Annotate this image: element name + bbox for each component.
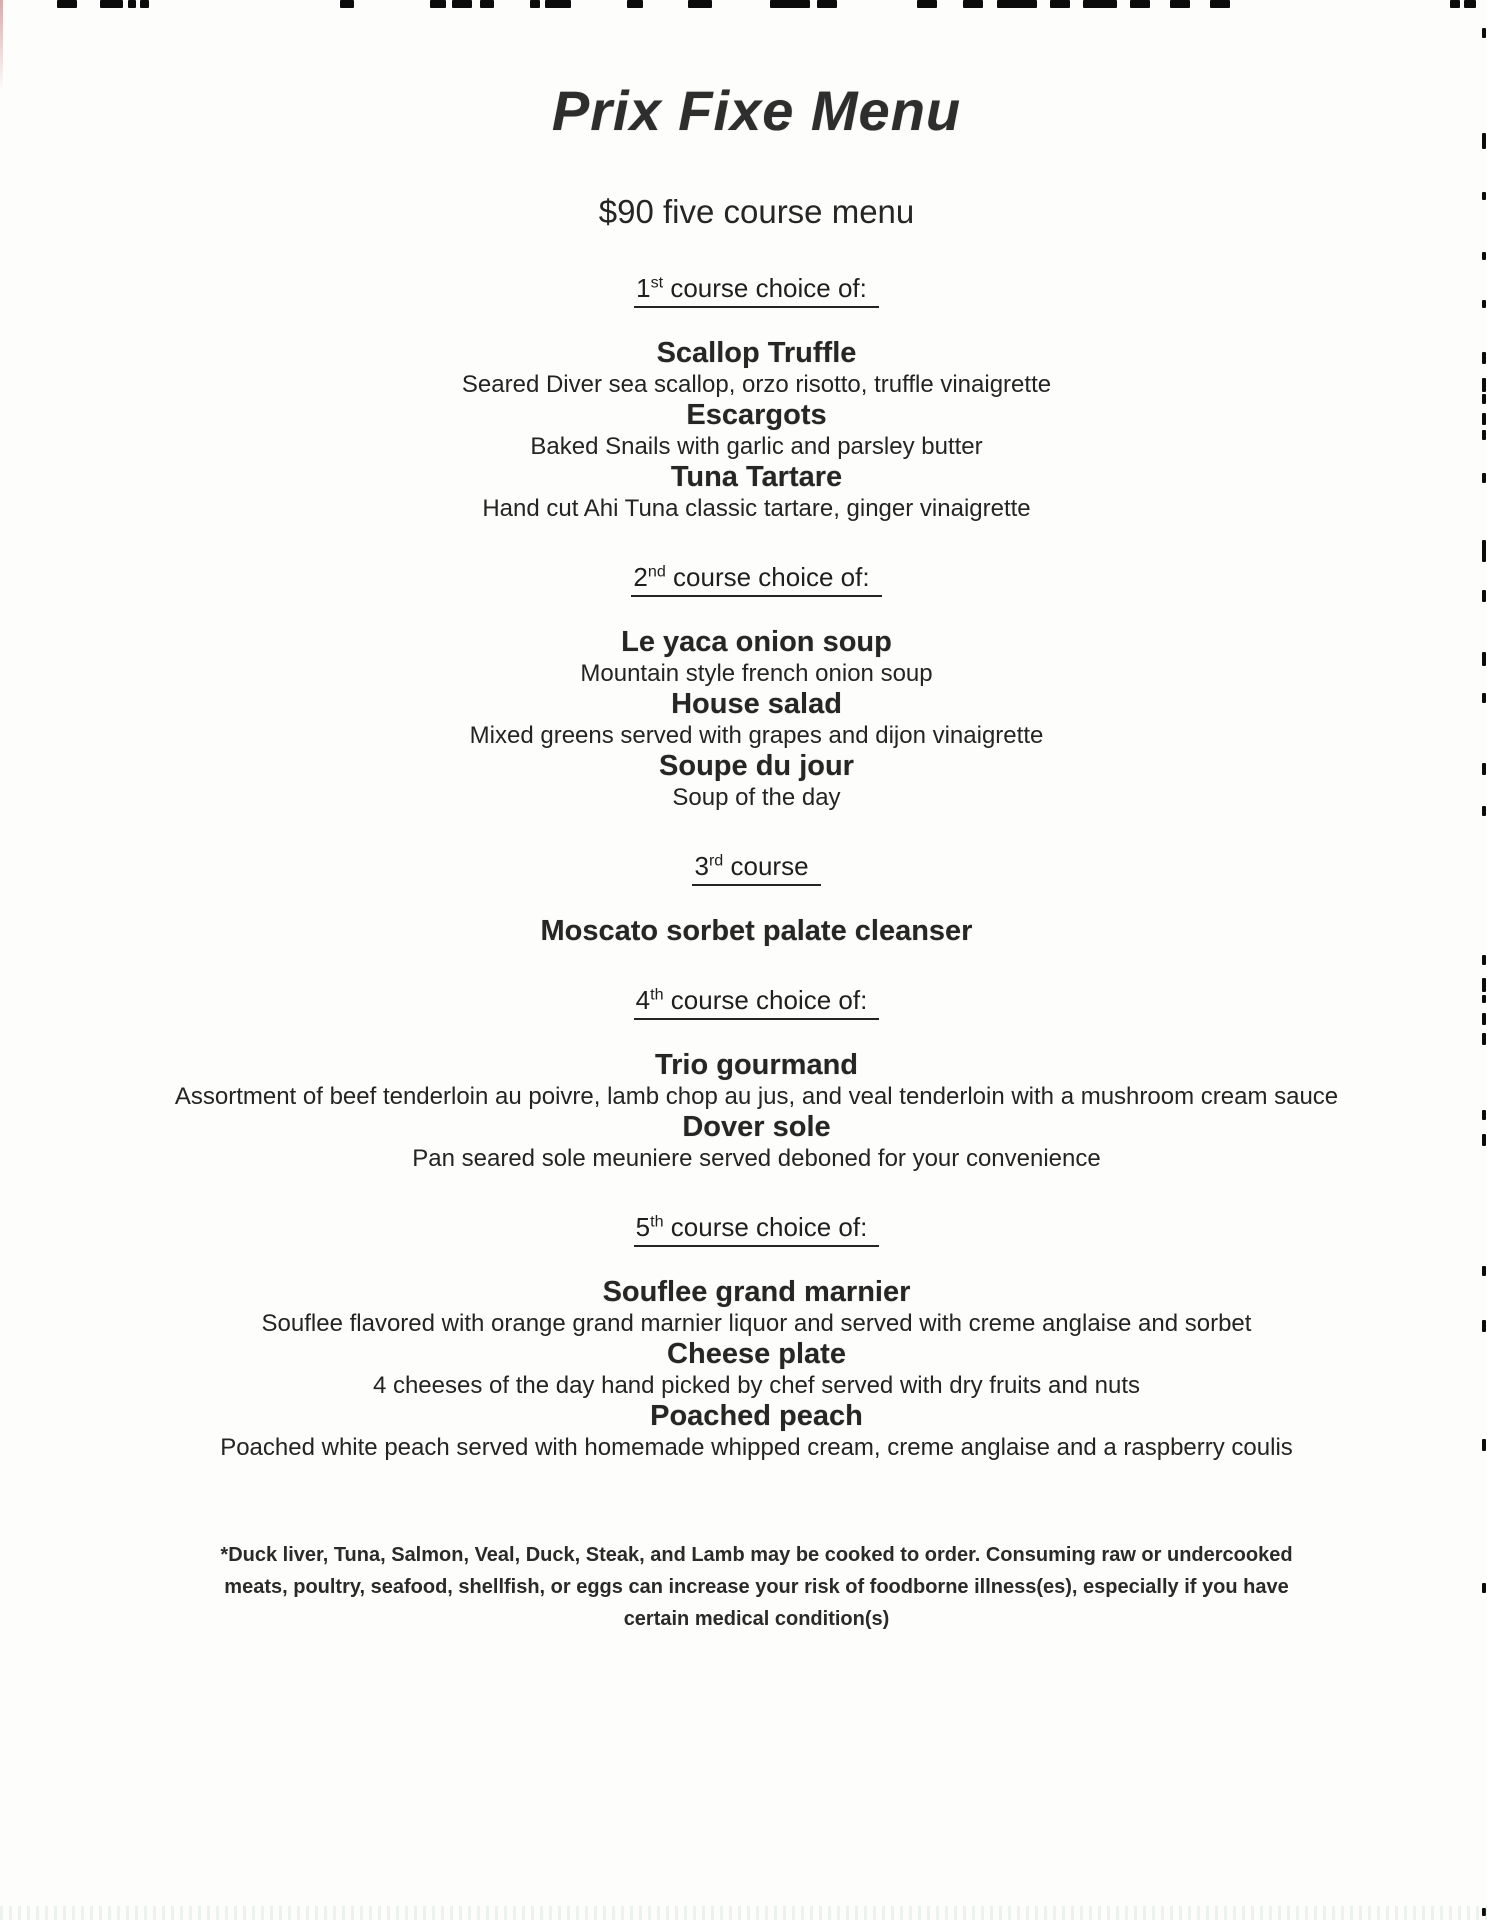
menu-item-name: Trio gourmand: [655, 1048, 858, 1081]
course-3-heading-text: 3rd course: [692, 851, 820, 886]
scan-right-mark-artifact: [1482, 995, 1486, 1003]
scan-bottom-noise-band: [0, 1906, 1487, 1920]
scan-top-dash-artifact: [545, 0, 571, 8]
scan-right-mark-artifact: [1482, 978, 1486, 992]
menu-item-name: Moscato sorbet palate cleanser: [540, 914, 973, 947]
course-2-heading-text: 2nd course choice of:: [631, 562, 881, 597]
scan-right-mark-artifact: [1482, 1583, 1486, 1593]
menu-item-name: Souflee grand marnier: [602, 1275, 911, 1308]
scan-top-dash-artifact: [1130, 0, 1150, 8]
menu-item-name: Escargots: [686, 398, 827, 431]
menu-item-description: Mountain style french onion soup: [580, 659, 933, 687]
scan-right-mark-artifact: [1482, 352, 1486, 364]
menu-item-name: Tuna Tartare: [670, 460, 843, 493]
scan-top-dash-artifact: [100, 0, 123, 8]
scan-right-mark-artifact: [1482, 1013, 1486, 1025]
scan-right-mark-artifact: [1482, 394, 1486, 404]
course-3-heading: [26, 851, 1487, 886]
scan-right-mark-artifact: [1482, 133, 1486, 149]
scan-right-mark-artifact: [1482, 652, 1486, 666]
course-5-items: [26, 1277, 1487, 1463]
scan-right-mark-artifact: [1482, 252, 1486, 260]
course-section-5: [26, 1212, 1487, 1463]
scan-top-dash-artifact: [1450, 0, 1460, 8]
menu-item-name: Le yaca onion soup: [621, 625, 892, 658]
scan-right-mark-artifact: [1482, 1320, 1486, 1332]
menu-item-description: Mixed greens served with grapes and dijon vinaigrette: [469, 721, 1044, 749]
scan-right-mark-artifact: [1482, 1033, 1486, 1045]
menu-item-description: Assortment of beef tenderloin au poivre, lamb chop au jus, and veal tenderloin with a mushroom cream sauce: [174, 1082, 1339, 1110]
disclaimer-text: *Duck liver, Tuna, Salmon, Veal, Duck, Steak, and Lamb may be cooked to order. Consuming raw or undercooked meats, poultry, seafood, shellfish, or eggs can increase your risk of foodborne illness(es), especially if you have certain medical condition(s): [220, 1543, 1293, 1630]
scan-top-dash-artifact: [452, 0, 472, 8]
scan-right-mark-artifact: [1482, 1439, 1486, 1451]
menu-item-name: Cheese plate: [667, 1337, 846, 1370]
scan-top-dash-artifact: [1464, 0, 1476, 8]
scan-right-mark-artifact: [1482, 192, 1486, 200]
menu-item-description: Seared Diver sea scallop, orzo risotto, truffle vinaigrette: [461, 370, 1052, 398]
menu-item-description: Hand cut Ahi Tuna classic tartare, ginger vinaigrette: [482, 494, 1031, 522]
scan-top-dash-artifact: [963, 0, 983, 8]
course-1-heading: [26, 273, 1487, 308]
course-3-items: [26, 916, 1487, 947]
scan-top-dash-artifact: [627, 0, 643, 8]
scan-top-dash-artifact: [1050, 0, 1070, 8]
scan-top-dash-artifact: [1083, 0, 1117, 8]
menu-item-name: House salad: [671, 687, 842, 720]
course-section-2: [26, 562, 1487, 813]
course-section-4: [26, 985, 1487, 1174]
course-section-1: [26, 273, 1487, 524]
menu-item-description: Poached white peach served with homemade whipped cream, creme anglaise and a raspberry coulis: [220, 1433, 1293, 1461]
scan-right-mark-artifact: [1482, 1110, 1486, 1120]
scan-right-mark-artifact: [1482, 300, 1486, 308]
scan-right-mark-artifact: [1482, 806, 1486, 816]
menu-item-name: Poached peach: [650, 1399, 863, 1432]
scan-top-dash-artifact: [917, 0, 937, 8]
menu-item-description: Baked Snails with garlic and parsley butter: [530, 432, 983, 460]
scan-right-mark-artifact: [1482, 540, 1486, 562]
scan-top-dash-artifact: [770, 0, 810, 8]
course-1-items: [26, 338, 1487, 524]
menu-item-description: Pan seared sole meuniere served deboned for your convenience: [412, 1144, 1101, 1172]
scan-top-dash-artifact: [140, 0, 149, 8]
course-2-heading: [26, 562, 1487, 597]
scan-right-mark-artifact: [1482, 1266, 1486, 1276]
page-title: Prix Fixe Menu: [551, 79, 962, 142]
menu-item-description: Souflee flavored with orange grand marnier liquor and served with creme anglaise and sorbet: [261, 1309, 1252, 1337]
course-4-heading: [26, 985, 1487, 1020]
scan-right-mark-artifact: [1482, 430, 1486, 440]
course-4-heading-text: 4th course choice of:: [634, 985, 880, 1020]
scan-right-mark-artifact: [1482, 693, 1486, 703]
scan-right-mark-artifact: [1482, 378, 1486, 392]
menu-item-name: Soupe du jour: [659, 749, 854, 782]
scan-right-mark-artifact: [1482, 413, 1486, 425]
scan-right-mark-artifact: [1482, 28, 1486, 38]
scan-top-dash-artifact: [480, 0, 494, 8]
scan-top-dash-artifact: [430, 0, 446, 8]
scan-top-dash-artifact: [1210, 0, 1230, 8]
scan-right-mark-artifact: [1482, 955, 1486, 965]
course-section-3: [26, 851, 1487, 947]
scan-right-mark-artifact: [1482, 473, 1486, 483]
course-5-heading: [26, 1212, 1487, 1247]
scan-top-dash-artifact: [340, 0, 354, 8]
menu-item-description: 4 cheeses of the day hand picked by chef served with dry fruits and nuts: [372, 1371, 1141, 1399]
scan-top-dash-artifact: [530, 0, 540, 8]
course-1-heading-text: 1st course choice of:: [634, 273, 879, 308]
menu-item-name: Scallop Truffle: [656, 336, 857, 369]
scan-edge-red-artifact: [0, 0, 3, 90]
course-5-heading-text: 5th course choice of:: [634, 1212, 880, 1247]
scan-right-mark-artifact: [1482, 763, 1486, 775]
scan-right-mark-artifact: [1482, 1134, 1486, 1146]
scan-top-dash-artifact: [817, 0, 837, 8]
scan-top-dash-artifact: [57, 0, 77, 8]
menu-item-description: Soup of the day: [672, 783, 841, 811]
course-2-items: [26, 627, 1487, 813]
scan-right-mark-artifact: [1482, 590, 1486, 602]
scan-top-dash-artifact: [1170, 0, 1190, 8]
course-4-items: [26, 1050, 1487, 1174]
scan-top-dash-artifact: [128, 0, 136, 8]
menu-subtitle: $90 five course menu: [598, 192, 915, 230]
menu-item-name: Dover sole: [682, 1110, 831, 1143]
scan-top-dash-artifact: [688, 0, 712, 8]
scan-top-dash-artifact: [997, 0, 1037, 8]
